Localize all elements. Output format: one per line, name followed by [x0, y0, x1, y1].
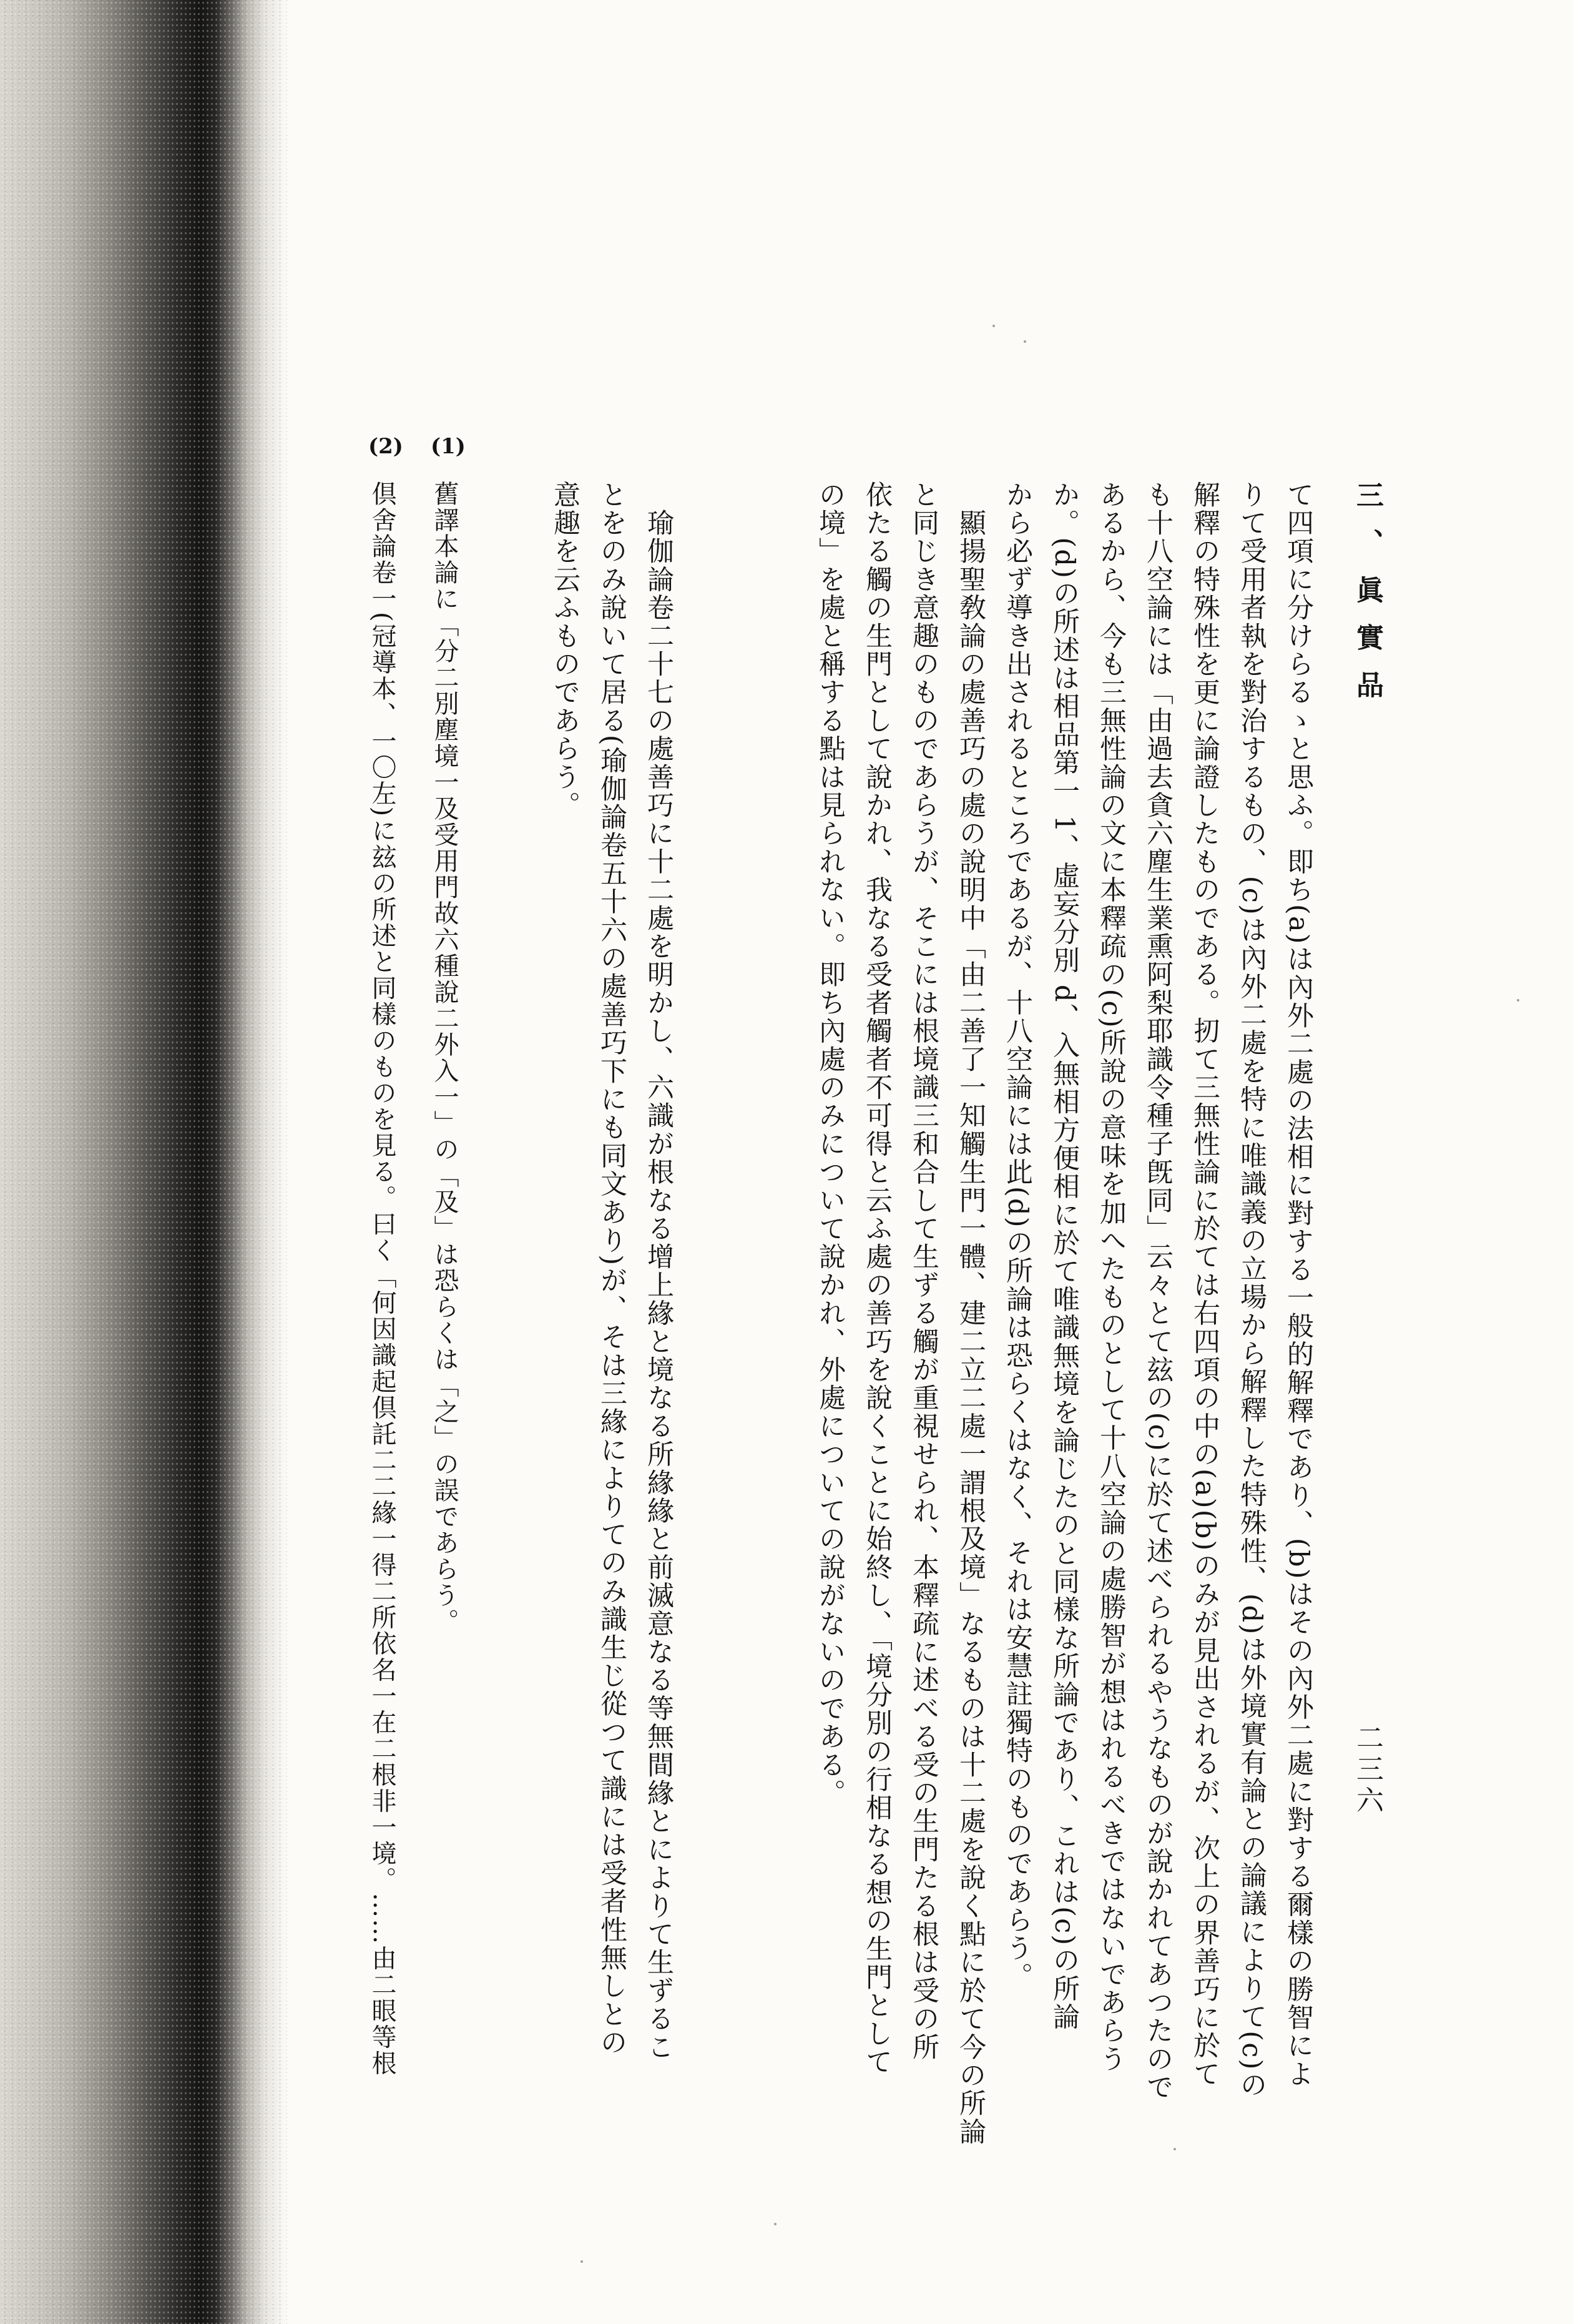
running-header-title: 三、眞實品: [1351, 481, 1383, 718]
body-column: 依たる觸の生門として說かれ、我なる受者觸者不可得と云ふ處の善巧を說くことに始終し、「境分別の行相なる想の生門として: [861, 481, 893, 2076]
body-column: て四項に分けらるゝと思ふ。即ち(a)は內外二處の法相に對する一般的解釋であり、(b)はその內外二處に對する爾樣の勝智によ: [1283, 481, 1314, 2089]
footnote-marker: (1): [431, 434, 466, 459]
scan-speck: [774, 2223, 777, 2225]
body-column: も十八空論には「由過去貪六塵生業熏阿梨耶識令種子旣同」云々とて玆の(c)に於て述べられるやうなものが說かれてあつたので: [1142, 481, 1174, 2102]
body-column: と同じき意趣のものであらうが、そこには根境識三和合して生ずる觸が重視せられ、本釋疏に述べる受の生門たる根は受の所: [908, 481, 939, 2062]
body-column: 解釋の特殊性を更に論證したものである。扨て三無性論に於ては右四項の中の(a)(b)のみが見出されるが、次上の界善巧に於て: [1189, 481, 1220, 2089]
scan-speck: [581, 2260, 583, 2263]
body-column: 瑜伽論卷二十七の處善巧に十二處を明かし、六識が根なる增上緣と境なる所緣緣と前滅意なる等無間緣とによりて生ずるこ: [643, 481, 674, 2062]
page-number: 二三六: [1351, 1723, 1383, 1817]
scan-speck: [1024, 340, 1026, 343]
scan-noise: [0, 0, 287, 2324]
footnote-text: 舊譯本論に「分二別塵境一及受用門故六種說二外入一」の「及」は恐らくは「之」の誤であらう。: [430, 481, 459, 1635]
scan-speck: [1517, 999, 1519, 1002]
footnote-marker: (2): [368, 434, 403, 459]
body-column: あるから、今も三無性論の文に本釋疏の(c)所說の意味を加へたものとして十八空論の處勝智が想はれるべきではないであらう: [1095, 481, 1127, 2074]
scan-speck: [992, 325, 995, 327]
body-column: 顯揚聖敎論の處善巧の處の說明中「由二善了一知觸生門一體、建二立二處一謂根及境」なるものは十二處を說く點に於て今の所論: [955, 481, 986, 2146]
footnote-text: 倶舍論卷一(冠導本、一〇左)に玆の所述と同樣のものを見る。曰く「何因識起倶託二二緣一得二所依名一在二根非一境。……由二眼等根: [368, 481, 396, 2077]
body-column: の境」を處と稱する點は見られない。即ち內處のみについて說かれ、外處についての說がないのである。: [815, 481, 846, 1808]
body-column: か。(d)の所述は相品第一 1、虛妄分別 d、入無相方便相に於て唯識無境を論じたのと同樣な所論であり、これは(c)の所論: [1049, 481, 1080, 2031]
body-column: 意趣を云ふものであらう。: [549, 481, 581, 820]
body-column: りて受用者執を對治するもの、(c)は內外二處を特に唯識義の立場から解釋した特殊性、(d)は外境實有論との論議によりて(c)の: [1236, 481, 1267, 2099]
body-column: から必ず導き出されるところであるが、十八空論には此(d)の所論は恐らくはなく、それは安慧註獨特のものであらう。: [1002, 481, 1033, 1991]
body-column: とをのみ說いて居る(瑜伽論卷五十六の處善巧下にも同文あり)が、そは三緣によりてのみ識生じ從つて識には受者性無しとの: [596, 481, 627, 2057]
scan-speck: [1174, 2148, 1176, 2150]
